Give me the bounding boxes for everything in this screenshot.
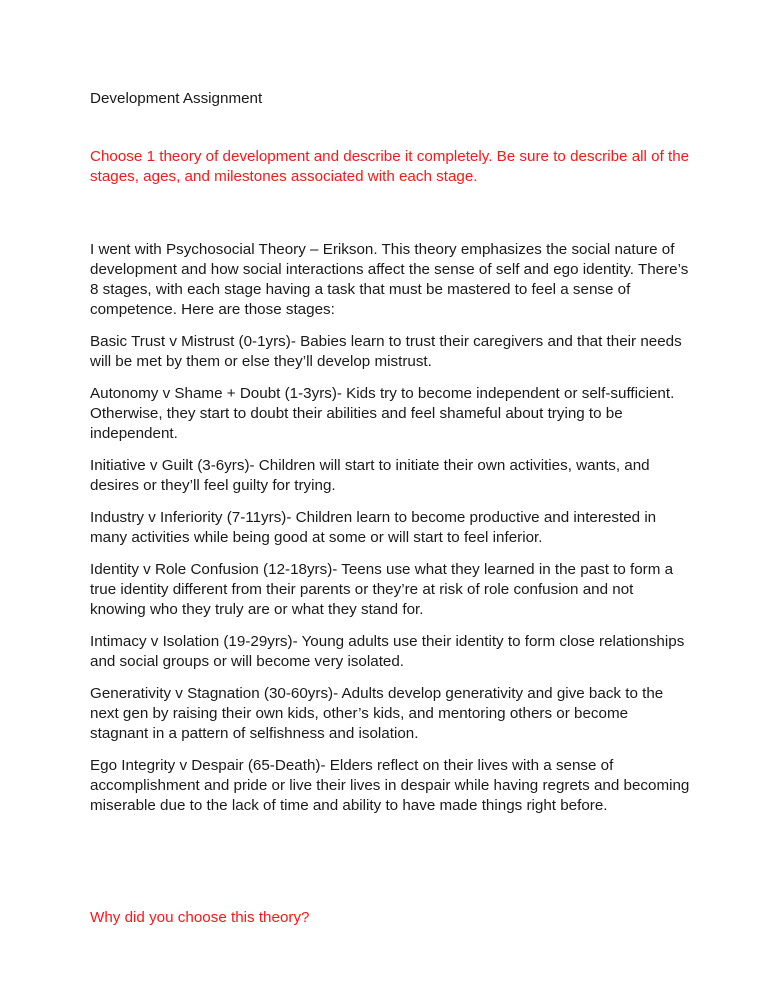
stage-paragraph-3: Initiative v Guilt (3-6yrs)- Children will start to initiate their own activities, wants, and desires or they’ll feel guilty for trying. bbox=[90, 457, 650, 494]
stages-list bbox=[90, 332, 690, 816]
stage-paragraph-8: Ego Integrity v Despair (65-Death)- Elders reflect on their lives with a sense of accomplishment and pride or live their lives in despair while having regrets and becoming miserable due to the lack of time and ability to have made things right before. bbox=[90, 757, 690, 814]
document-page bbox=[90, 89, 690, 928]
stage-paragraph-6: Intimacy v Isolation (19-29yrs)- Young adults use their identity to form close relationships and social groups or will become very isolated. bbox=[90, 633, 685, 670]
intro-paragraph: I went with Psychosocial Theory – Erikson. This theory emphasizes the social nature of development and how social interactions affect the sense of self and ego identity. There’s 8 stages, with each stage having a task that must be mastered to feel a sense of competence. Here are those stages: bbox=[90, 241, 689, 318]
assignment-prompt-theory: Choose 1 theory of development and describe it completely. Be sure to describe all of the stages, ages, and milestones associated with each stage. bbox=[90, 148, 690, 185]
stage-paragraph-4: Industry v Inferiority (7-11yrs)- Children learn to become productive and interested in many activities while being good at some or will start to feel inferior. bbox=[90, 509, 657, 546]
stage-paragraph-5: Identity v Role Confusion (12-18yrs)- Teens use what they learned in the past to form a true identity different from their parents or they’re at risk of role confusion and not knowing who they truly are or what they stand for. bbox=[90, 561, 674, 618]
stage-paragraph-2: Autonomy v Shame + Doubt (1-3yrs)- Kids try to become independent or self-sufficient. Otherwise, they start to doubt their abilities and feel shameful about trying to be independent. bbox=[90, 385, 675, 442]
stage-paragraph-7: Generativity v Stagnation (30-60yrs)- Adults develop generativity and give back to the next gen by raising their own kids, other’s kids, and mentoring others or become stagnant in a pattern of selfishness and isolation. bbox=[90, 685, 664, 742]
document-title: Development Assignment bbox=[90, 90, 263, 107]
stage-paragraph-1: Basic Trust v Mistrust (0-1yrs)- Babies learn to trust their caregivers and that their needs will be met by them or else they’ll develop mistrust. bbox=[90, 333, 682, 370]
assignment-prompt-why: Why did you choose this theory? bbox=[90, 909, 310, 926]
